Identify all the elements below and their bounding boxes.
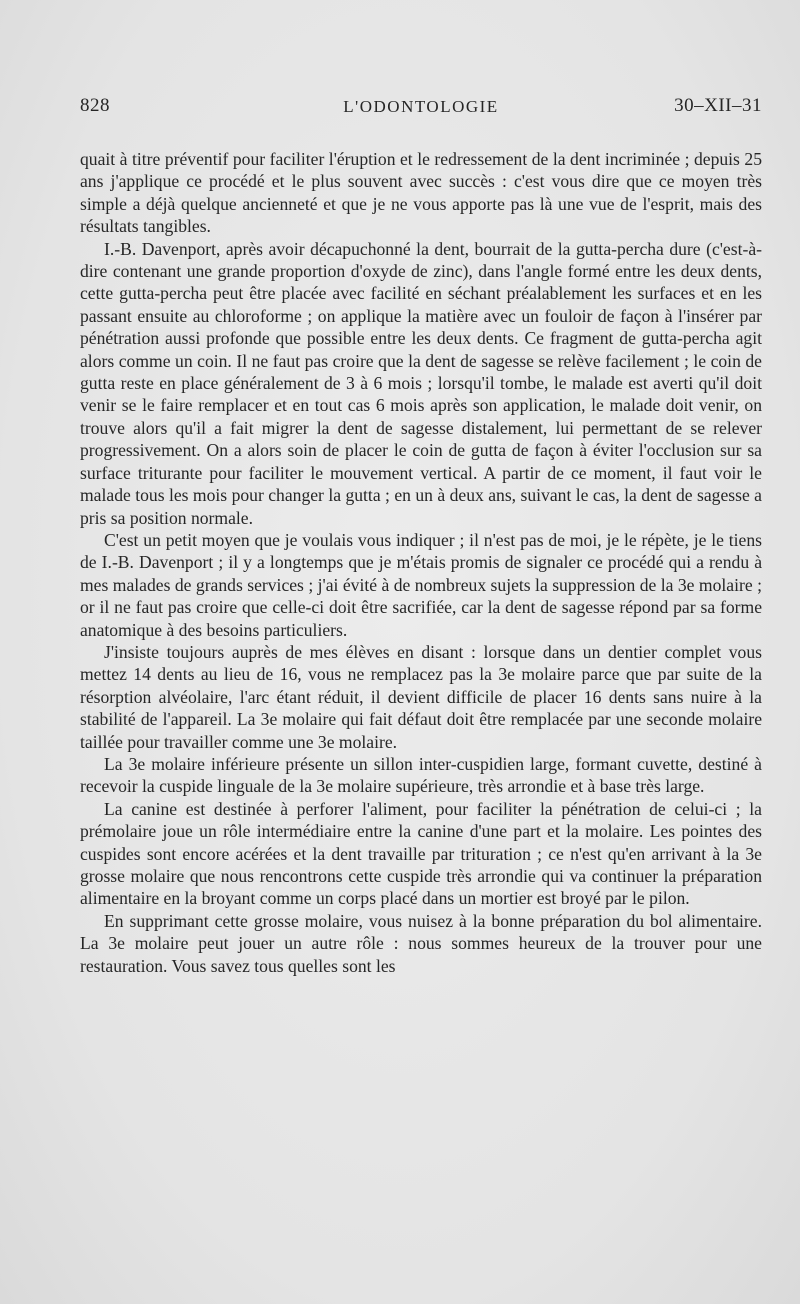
paragraph-continuation: quait à titre préventif pour faciliter l'éruption et le redressement de la dent incriminée ; depuis 25 ans j'applique ce procédé et le plus souvent avec succès : c'est vous dire que ce moyen très simple a déjà quelque ancienneté et que je ne vous apporte pas là une vue de l'esprit, mais des résultats tangibles.: [80, 149, 762, 237]
paragraph: C'est un petit moyen que je voulais vous indiquer ; il n'est pas de moi, je le répète, je le tiens de I.-B. Davenport ; il y a longtemps que je m'étais promis de signaler ce procédé qui a rendu à mes malades de grands services ; j'ai évité à de nombreux sujets la suppression de la 3e molaire ; or il ne faut pas croire que celle-ci doit être sacrifiée, car la dent de sagesse répond par sa forme anatomique à des besoins particuliers.: [80, 529, 762, 640]
paragraph: La canine est destinée à perforer l'aliment, pour faciliter la pénétration de celui-ci ; la prémolaire joue un rôle intermédiaire entre la canine d'une part et la molaire. Les pointes des cuspides sont encore acérées et la dent travaille par trituration ; ce n'est qu'en arrivant à la 3e grosse molaire que nous rencontrons cette cuspide très arrondie qui va continuer la préparation alimentaire en la broyant comme un corps placé dans un mortier est broyé par le pilon.: [80, 798, 762, 909]
issue-date: 30–XII–31: [674, 95, 762, 116]
running-title: L'ODONTOLOGIE: [343, 97, 499, 116]
paragraph: La 3e molaire inférieure présente un sillon inter-cuspidien large, formant cuvette, destiné à recevoir la cuspide linguale de la 3e molaire supérieure, très arrondie et à base très large.: [80, 753, 762, 797]
paragraph: I.-B. Davenport, après avoir décapuchonné la dent, bourrait de la gutta-percha dure (c'est-à-dire contenant une grande proportion d'oxyde de zinc), dans l'angle formé entre les deux dents, cette gutta-percha peut être placée avec facilité en séchant préalablement les surfaces et en les passant ensuite au chloroforme ; on applique la matière avec un fouloir de façon à l'insérer par pénétration aussi profonde que possible entre les deux dents. Ce fragment de gutta-percha agit alors comme un coin. Il ne faut pas croire que la dent de sagesse se relève facilement ; le coin de gutta reste en place généralement de 3 à 6 mois ; lorsqu'il tombe, le malade est averti qu'il doit venir se le faire remplacer et en tout cas 6 mois après son application, le malade doit venir, on trouve alors qu'il a fait migrer la dent de sagesse distalement, lui permettant de se relever progressivement. On a alors soin de placer le coin de gutta de façon à éviter l'occlusion sur sa surface triturante pour faciliter le mouvement vertical. A partir de ce moment, il faut voir le malade tous les mois pour changer la gutta ; en un à deux ans, suivant le cas, la dent de sagesse a pris sa position normale.: [80, 238, 762, 528]
body-text: [80, 148, 762, 977]
paragraph: En supprimant cette grosse molaire, vous nuisez à la bonne préparation du bol alimentaire. La 3e molaire peut jouer un autre rôle : nous sommes heureux de la trouver pour une restauration. Vous savez tous quelles sont les: [80, 910, 762, 976]
page-header: [80, 95, 762, 127]
paragraph: J'insiste toujours auprès de mes élèves en disant : lorsque dans un dentier complet vous mettez 14 dents au lieu de 16, vous ne remplacez pas la 3e molaire parce que par suite de la résorption alvéolaire, l'arc étant réduit, il devient difficile de placer 16 dents sans nuire à la stabilité de l'appareil. La 3e molaire qui fait défaut doit être remplacée par une seconde molaire taillée pour travailler comme une 3e molaire.: [80, 641, 762, 752]
page-number: 828: [80, 95, 110, 116]
